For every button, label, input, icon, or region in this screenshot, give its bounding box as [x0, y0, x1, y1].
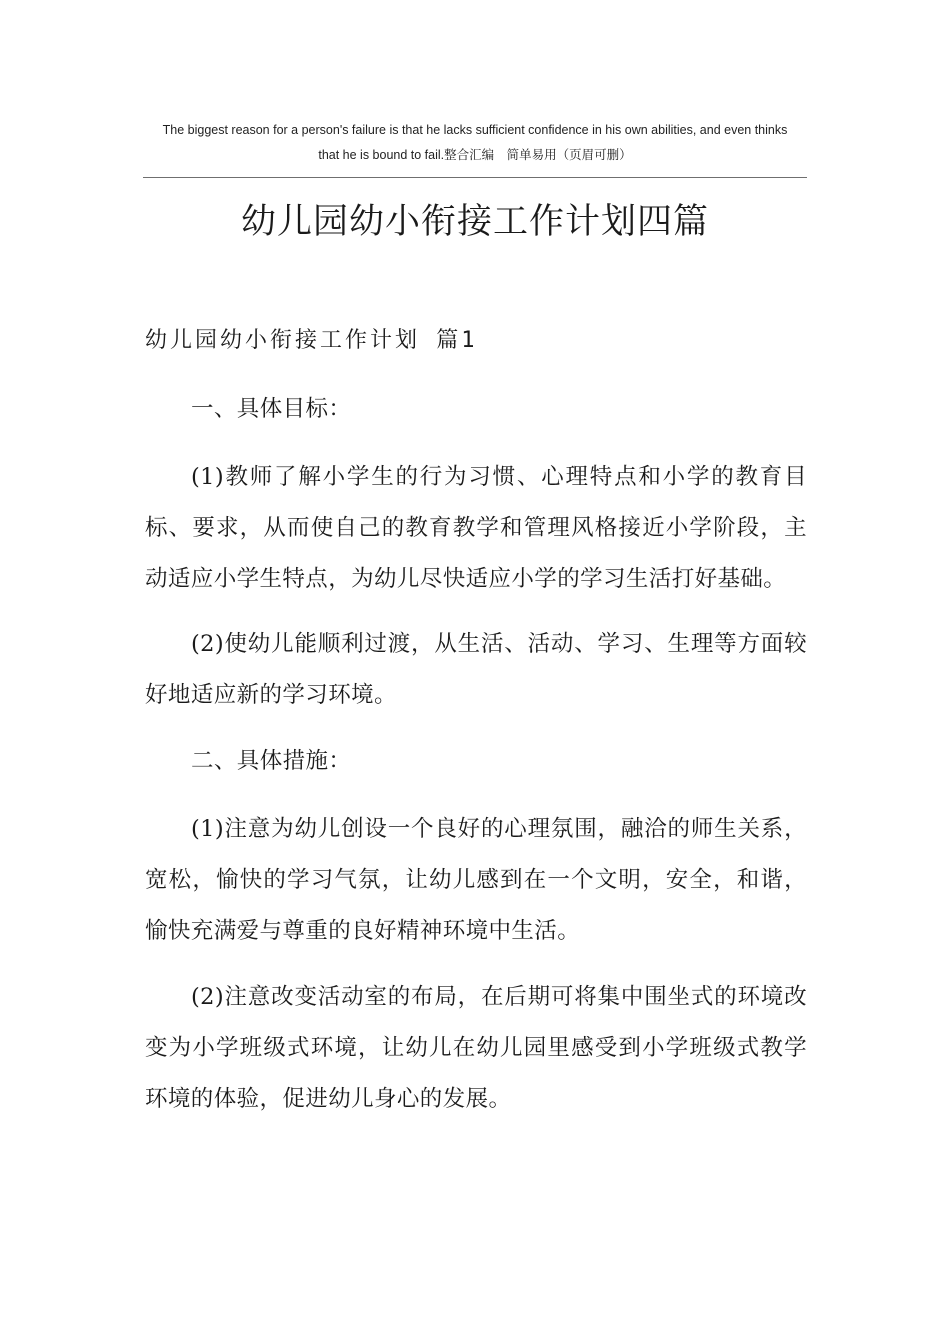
header-quote-line-1: The biggest reason for a person's failure is that he lacks sufficient confidence in his own abilities, and even thinks: [162, 123, 788, 137]
heading-specific-goals: 一、具体目标：: [191, 396, 352, 422]
paragraph-goal-2: (2)使幼儿能顺利过渡，从生活、活动、学习、生理等方面较好地适应新的学习环境。: [145, 631, 807, 708]
paragraph-goal-1: (1)教师了解小学生的行为习惯、心理特点和小学的教育目标、要求，从而使自己的教育教学和管理风格接近小学阶段，主动适应小学生特点，为幼儿尽快适应小学的学习生活打好基础。: [145, 464, 807, 592]
document-title: 幼儿园幼小衔接工作计划四篇: [240, 202, 709, 242]
paragraph-measure-2: (2)注意改变活动室的布局，在后期可将集中围坐式的环境改变为小学班级式环境，让幼儿在幼儿园里感受到小学班级式教学环境的体验，促进幼儿身心的发展。: [145, 984, 807, 1112]
heading-specific-measures: 二、具体措施：: [191, 748, 352, 774]
page-header: [143, 118, 807, 168]
section-title: 幼儿园幼小衔接工作计划 篇1: [145, 328, 478, 353]
header-divider: [143, 177, 807, 178]
paragraph-measure-1: (1)注意为幼儿创设一个良好的心理氛围，融洽的师生关系，宽松，愉快的学习气氛，让幼儿感到在一个文明，安全，和谐，愉快充满爱与尊重的良好精神环境中生活。: [145, 816, 807, 944]
header-quote-line-2: that he is bound to fail.整合汇编 简单易用（页眉可删）: [318, 148, 632, 162]
